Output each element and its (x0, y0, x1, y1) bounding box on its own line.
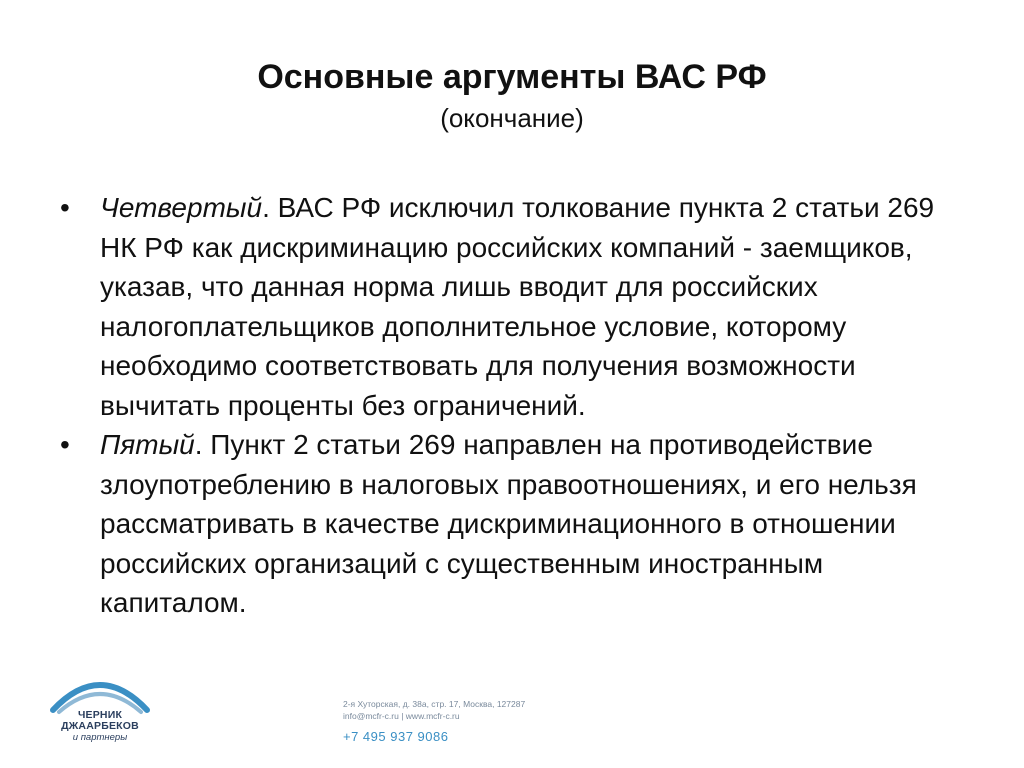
logo-wordmark (45, 710, 155, 732)
footer-contacts: info@mcfr-c.ru | www.mcfr-c.ru (343, 711, 460, 721)
bullet-list (60, 188, 960, 623)
slide-subtitle: (окончание) (440, 103, 584, 133)
bullet-marker: • (60, 429, 70, 460)
bullet-item (60, 188, 960, 425)
footer-address-block (343, 698, 525, 722)
footer-address: 2-я Хуторская, д. 38а, стр. 17, Москва, 127287 (343, 699, 526, 709)
logo-line-2: ДЖААРБЕКОВ (61, 720, 139, 732)
bullet-text: . ВАС РФ исключил толкование пункта 2 статьи 269 НК РФ как дискриминацию российских компаний - заемщиков, указав, что данная норма лишь вводит для российских налогоплательщиков дополнительное условие, которому необходимо соответствовать для получения возможности вычитать проценты без ограничений. (100, 192, 935, 421)
slide-title: Основные аргументы ВАС РФ (257, 58, 767, 96)
logo-line-1: ЧЕРНИК (77, 709, 123, 721)
bullet-text: . Пункт 2 статьи 269 направлен на противодействие злоупотреблению в налоговых правоотношениях, и его нельзя рассматривать в качестве дискриминационного в отношении российских организаций с существенным иностранным капиталом. (100, 429, 917, 618)
bullet-lead: Четвертый (100, 192, 263, 223)
bullet-lead: Пятый (100, 429, 195, 460)
bullet-item (60, 425, 960, 623)
bullet-marker: • (60, 192, 70, 223)
logo-tagline: и партнеры (72, 732, 128, 743)
footer-phone: +7 495 937 9086 (343, 729, 449, 744)
